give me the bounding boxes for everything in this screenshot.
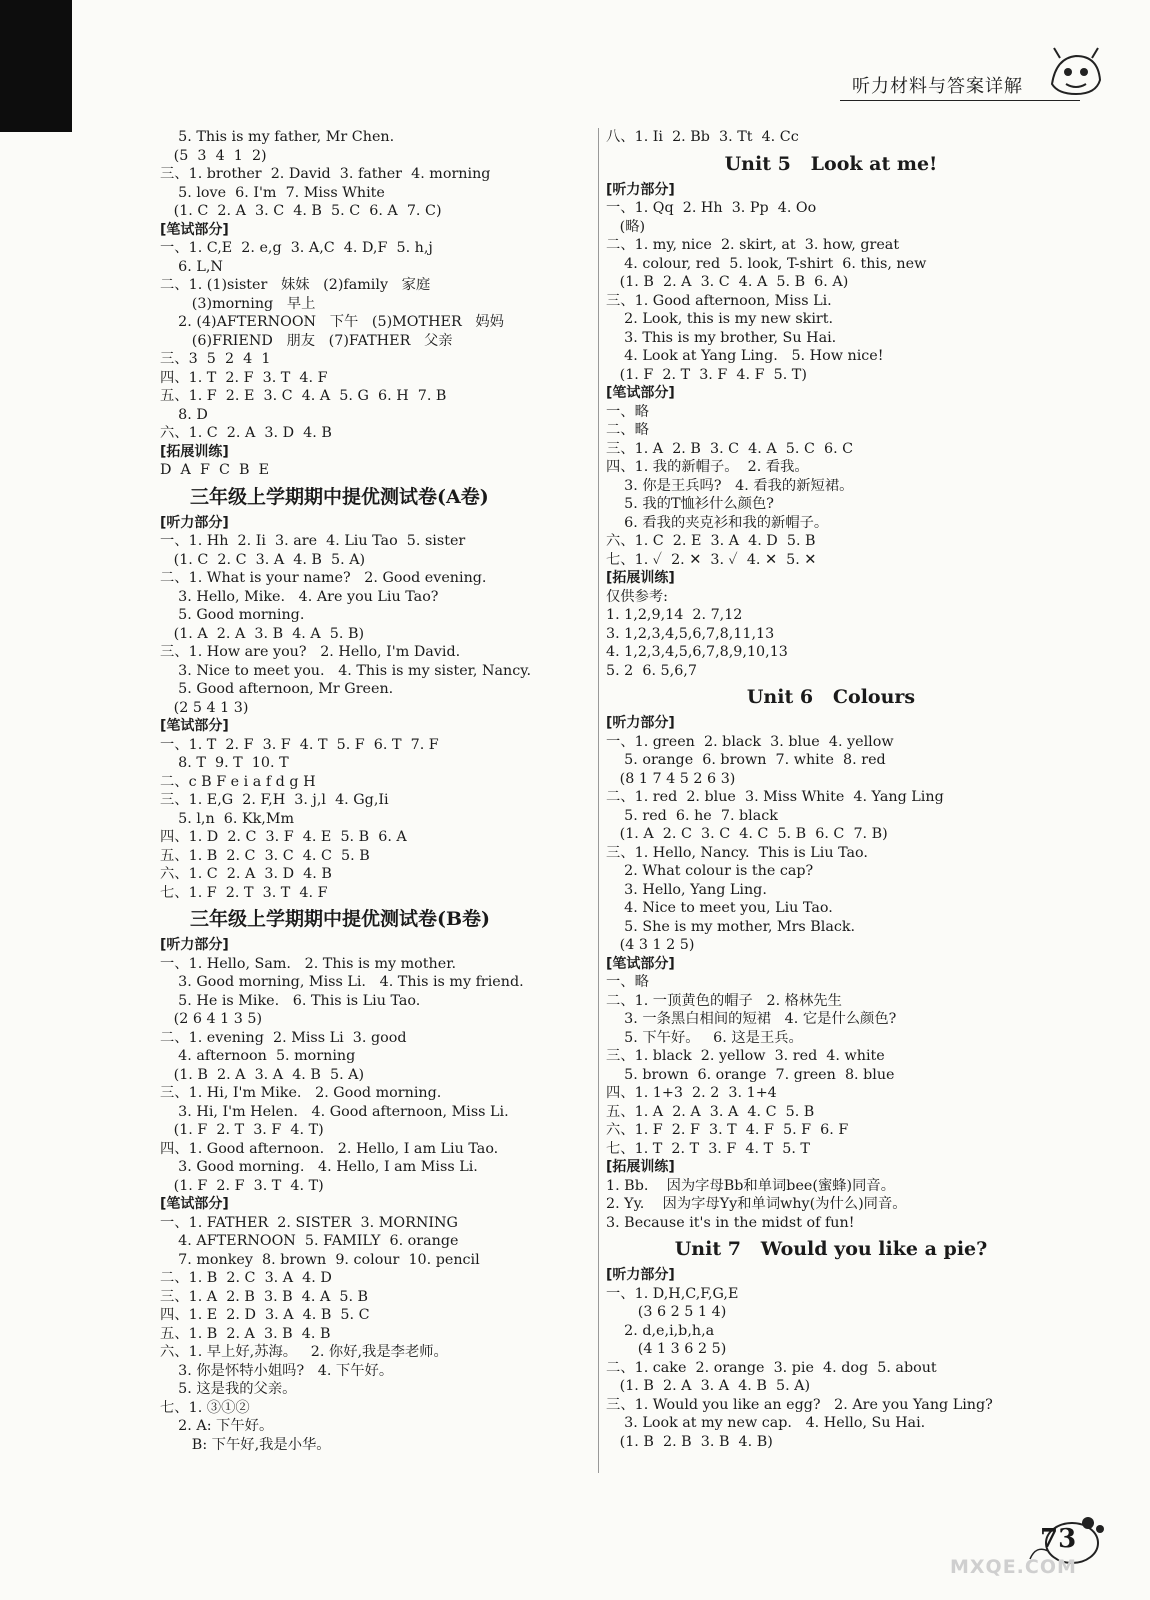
answer-line: 二、1. my, nice 2. skirt, at 3. how, great	[606, 237, 900, 253]
answer-line: 2. What colour is the cap?	[606, 863, 814, 879]
answer-line: 三、3 5 2 4 1	[160, 351, 271, 367]
answer-line: 二、1. evening 2. Miss Li 3. good	[160, 1029, 407, 1046]
answer-line: (4 1 3 6 2 5)	[606, 1341, 727, 1357]
answer-line: 四、1. Good afternoon. 2. Hello, I am Liu Tao.	[160, 1140, 499, 1157]
answer-line: 三、1. A 2. B 3. B 4. A 5. B	[160, 1288, 369, 1305]
section-title: 三年级上学期期中提优测试卷(B卷)	[190, 908, 491, 930]
answer-line: 一、1. C,E 2. e,g 3. A,C 4. D,F 5. h,j	[160, 240, 433, 256]
answer-line: 四、1. 1+3 2. 2 3. 1+4	[606, 1085, 777, 1101]
answer-line: 3. Good morning, Miss Li. 4. This is my friend.	[160, 974, 524, 990]
answer-line: 8. D	[160, 406, 208, 423]
answer-line: 3. Good morning. 4. Hello, I am Miss Li.	[160, 1159, 478, 1175]
answer-line: (2 6 4 1 3 5)	[160, 1011, 263, 1027]
answer-line: D A F C B E	[160, 462, 270, 478]
answer-line: 5. This is my father, Mr Chen.	[160, 129, 395, 145]
answer-line: 二、1. cake 2. orange 3. pie 4. dog 5. about	[606, 1359, 937, 1376]
answer-line: 三、1. How are you? 2. Hello, I'm David.	[160, 644, 461, 660]
answer-line: 3. Nice to meet you. 4. This is my sister, Nancy.	[160, 662, 531, 679]
answer-line: (1. C 2. A 3. C 4. B 5. C 6. A 7. C)	[160, 203, 442, 219]
answer-line: 二、1. red 2. blue 3. Miss White 4. Yang Ling	[606, 789, 944, 805]
section-label: [笔试部分]	[160, 718, 229, 734]
answer-line: 5. He is Mike. 6. This is Liu Tao.	[160, 992, 421, 1009]
answer-line: 2. d,e,i,b,h,a	[606, 1322, 715, 1339]
page-number: 73	[1040, 1524, 1077, 1554]
answer-line: 一、1. green 2. black 3. blue 4. yellow	[606, 733, 894, 750]
section-label: [笔试部分]	[160, 1196, 229, 1212]
answer-line: 三、1. Would you like an egg? 2. Are you Yang Ling?	[606, 1396, 993, 1413]
answer-line: (2 5 4 1 3)	[160, 699, 249, 716]
header-mascot-icon	[1046, 44, 1106, 100]
section-label: [拓展训练]	[606, 1159, 675, 1175]
answer-line: 4. AFTERNOON 5. FAMILY 6. orange	[160, 1233, 459, 1249]
answer-line: 二、1. B 2. C 3. A 4. D	[160, 1270, 332, 1286]
watermark: MXQE.COM	[950, 1556, 1077, 1578]
answer-line: 三、1. brother 2. David 3. father 4. morning	[160, 166, 491, 182]
answer-line: 一、1. Qq 2. Hh 3. Pp 4. Oo	[606, 200, 817, 216]
answer-line: 4. afternoon 5. morning	[160, 1048, 356, 1064]
answer-line: (1. B 2. A 3. A 4. B 5. A)	[606, 1378, 811, 1394]
answer-line: (1. B 2. B 3. B 4. B)	[606, 1433, 773, 1450]
page-corner-bar	[0, 0, 72, 132]
answer-line: 二、1. (1)sister 妹妹 (2)family 家庭	[160, 277, 431, 293]
answer-line: 3. 你是王兵吗? 4. 看我的新短裙。	[606, 477, 854, 494]
answer-line: (1. C 2. C 3. A 4. B 5. A)	[160, 551, 366, 568]
answer-line: 六、1. C 2. A 3. D 4. B	[160, 866, 332, 882]
answer-line: (3 6 2 5 1 4)	[606, 1304, 727, 1320]
answer-line: (1. B 2. A 3. A 4. B 5. A)	[160, 1066, 365, 1083]
answer-line: 4. Nice to meet you, Liu Tao.	[606, 900, 833, 916]
answer-line: 七、1. ✓ 2. ✕ 3. ✓ 4. ✕ 5. ✕	[606, 551, 817, 568]
answer-line: 3. This is my brother, Su Hai.	[606, 329, 837, 346]
answer-line: 五、1. B 2. A 3. B 4. B	[160, 1325, 331, 1342]
answer-line: 六、1. C 2. E 3. A 4. D 5. B	[606, 533, 816, 549]
answer-line: 五、1. A 2. A 3. A 4. C 5. B	[606, 1103, 815, 1120]
answer-line: (1. A 2. A 3. B 4. A 5. B)	[160, 625, 365, 642]
section-title: Unit 6 Colours	[746, 686, 916, 708]
answer-line: 一、1. T 2. F 3. F 4. T 5. F 6. T 7. F	[160, 736, 439, 753]
answer-line: 一、1. Hello, Sam. 2. This is my mother.	[160, 955, 457, 972]
answer-line: 5. 下午好。 6. 这是王兵。	[606, 1029, 803, 1046]
answer-line: (1. A 2. C 3. C 4. C 5. B 6. C 7. B)	[606, 826, 888, 842]
answer-line: 5. red 6. he 7. black	[606, 807, 778, 824]
answer-line: 3. Hi, I'm Helen. 4. Good afternoon, Miss Li.	[160, 1103, 509, 1120]
answer-line: 四、1. T 2. F 3. T 4. F	[160, 369, 328, 386]
section-title: Unit 7 Would you like a pie?	[674, 1238, 988, 1260]
answer-line: 1. 1,2,9,14 2. 7,12	[606, 607, 743, 623]
answer-line: 七、1. F 2. T 3. T 4. F	[160, 884, 328, 901]
answer-line: (5 3 4 1 2)	[160, 147, 267, 164]
answer-line: (1. F 2. T 3. F 4. T)	[160, 1122, 324, 1138]
answer-line: (8 1 7 4 5 2 6 3)	[606, 770, 736, 787]
answer-line: 6. L,N	[160, 258, 223, 275]
answer-line: 二、略	[606, 422, 649, 438]
left-column	[160, 128, 595, 1454]
answer-line: 3. Because it's in the midst of fun!	[606, 1214, 855, 1231]
right-column	[606, 128, 1056, 1451]
section-label: [笔试部分]	[606, 385, 675, 401]
answer-line: (1. F 2. F 3. T 4. T)	[160, 1177, 324, 1194]
answer-line: (1. B 2. A 3. C 4. A 5. B 6. A)	[606, 274, 849, 290]
answer-line: 四、1. E 2. D 3. A 4. B 5. C	[160, 1307, 370, 1323]
answer-line: 六、1. F 2. F 3. T 4. F 5. F 6. F	[606, 1122, 849, 1138]
section-label: [拓展训练]	[160, 443, 229, 460]
answer-line: 七、1. T 2. T 3. F 4. T 5. T	[606, 1140, 810, 1157]
answer-line: 2. Yy. 因为字母Yy和单词why(为什么)同音。	[606, 1196, 907, 1212]
section-label: [听力部分]	[160, 514, 229, 531]
answer-line: 二、c B F e i a f d g H	[160, 773, 316, 790]
answer-line: 一、略	[606, 974, 649, 990]
header-title: 听力材料与答案详解	[852, 76, 1023, 97]
answer-line: (3)morning 早上	[160, 295, 316, 312]
answer-line: 三、1. Hi, I'm Mike. 2. Good morning.	[160, 1085, 442, 1101]
answer-line: (1. F 2. T 3. F 4. F 5. T)	[606, 366, 807, 383]
section-label: [听力部分]	[160, 937, 229, 953]
answer-line: 6. 看我的夹克衫和我的新帽子。	[606, 514, 829, 531]
answer-line: (4 3 1 2 5)	[606, 937, 695, 953]
answer-line: 2. Look, this is my new skirt.	[606, 311, 834, 327]
section-label: [听力部分]	[606, 181, 675, 198]
answer-line: 三、1. Good afternoon, Miss Li.	[606, 292, 832, 309]
answer-line: 3. Hello, Mike. 4. Are you Liu Tao?	[160, 588, 439, 605]
answer-line: 二、1. 一顶黄色的帽子 2. 格林先生	[606, 992, 842, 1009]
section-label: [听力部分]	[606, 1267, 675, 1283]
answer-line: B: 下午好,我是小华。	[160, 1436, 331, 1453]
answer-line: 三、1. Hello, Nancy. This is Liu Tao.	[606, 844, 868, 861]
answer-line: 四、1. 我的新帽子。 2. 看我。	[606, 459, 809, 475]
answer-line: 仅供参考:	[606, 588, 669, 605]
answer-line: 四、1. D 2. C 3. F 4. E 5. B 6. A	[160, 829, 407, 845]
section-label: [听力部分]	[606, 715, 675, 731]
answer-line: 5. orange 6. brown 7. white 8. red	[606, 752, 886, 768]
answer-line: 5. Good afternoon, Mr Green.	[160, 681, 394, 697]
answer-line: 八、1. Ii 2. Bb 3. Tt 4. Cc	[606, 129, 799, 145]
answer-line: 5. 我的T恤衫什么颜色?	[606, 496, 774, 512]
header-rule	[840, 100, 1080, 101]
answer-line: 五、1. B 2. C 3. C 4. C 5. B	[160, 847, 370, 864]
answer-line: (略)	[606, 218, 646, 235]
section-label: [笔试部分]	[606, 955, 675, 972]
answer-line: 五、1. F 2. E 3. C 4. A 5. G 6. H 7. B	[160, 388, 447, 404]
answer-line: 一、1. FATHER 2. SISTER 3. MORNING	[160, 1214, 458, 1231]
answer-line: 4. Look at Yang Ling. 5. How nice!	[606, 348, 884, 364]
answer-line: 3. Hello, Yang Ling.	[606, 881, 767, 898]
answer-line: 三、1. A 2. B 3. C 4. A 5. C 6. C	[606, 440, 854, 457]
answer-line: 3. Look at my new cap. 4. Hello, Su Hai.	[606, 1415, 926, 1431]
answer-line: 2. A: 下午好。	[160, 1418, 274, 1434]
section-label: [笔试部分]	[160, 221, 229, 238]
answer-line: 六、1. 早上好,苏海。 2. 你好,我是李老师。	[160, 1344, 448, 1360]
answer-line: 5. 2 6. 5,6,7	[606, 662, 697, 679]
answer-line: 三、1. E,G 2. F,H 3. j,l 4. Gg,Ii	[160, 792, 389, 808]
answer-line: (6)FRIEND 朋友 (7)FATHER 父亲	[160, 332, 453, 349]
answer-line: 六、1. C 2. A 3. D 4. B	[160, 425, 332, 441]
answer-line: 一、1. Hh 2. Ii 3. are 4. Liu Tao 5. sister	[160, 533, 466, 549]
answer-line: 5. She is my mother, Mrs Black.	[606, 918, 856, 935]
answer-line: 4. 1,2,3,4,5,6,7,8,9,10,13	[606, 644, 788, 660]
column-divider	[598, 128, 599, 1473]
answer-line: 3. 1,2,3,4,5,6,7,8,11,13	[606, 625, 775, 642]
answer-line: 5. love 6. I'm 7. Miss White	[160, 184, 385, 201]
answer-line: 2. (4)AFTERNOON 下午 (5)MOTHER 妈妈	[160, 314, 504, 330]
section-label: [拓展训练]	[606, 570, 675, 586]
answer-line: 7. monkey 8. brown 9. colour 10. pencil	[160, 1251, 480, 1268]
section-title: Unit 5 Look at me!	[724, 152, 938, 175]
answer-line: 3. 你是怀特小姐吗? 4. 下午好。	[160, 1362, 394, 1379]
answer-line: 5. brown 6. orange 7. green 8. blue	[606, 1066, 895, 1083]
answer-line: 七、1. ③①②	[160, 1399, 250, 1416]
answer-line: 3. 一条黑白相间的短裙 4. 它是什么颜色?	[606, 1011, 897, 1027]
answer-line: 二、1. What is your name? 2. Good evening.	[160, 570, 487, 586]
answer-line: 5. l,n 6. Kk,Mm	[160, 810, 295, 827]
section-title: 三年级上学期期中提优测试卷(A卷)	[190, 485, 489, 508]
answer-line: 4. colour, red 5. look, T-shirt 6. this, new	[606, 255, 927, 272]
answer-line: 一、1. D,H,C,F,G,E	[606, 1285, 739, 1302]
answer-line: 三、1. black 2. yellow 3. red 4. white	[606, 1048, 885, 1064]
answer-line: 8. T 9. T 10. T	[160, 755, 289, 771]
answer-line: 一、略	[606, 403, 649, 420]
answer-line: 5. 这是我的父亲。	[160, 1381, 297, 1397]
answer-line: 1. Bb. 因为字母Bb和单词bee(蜜蜂)同音。	[606, 1177, 896, 1194]
answer-line: 5. Good morning.	[160, 607, 305, 623]
